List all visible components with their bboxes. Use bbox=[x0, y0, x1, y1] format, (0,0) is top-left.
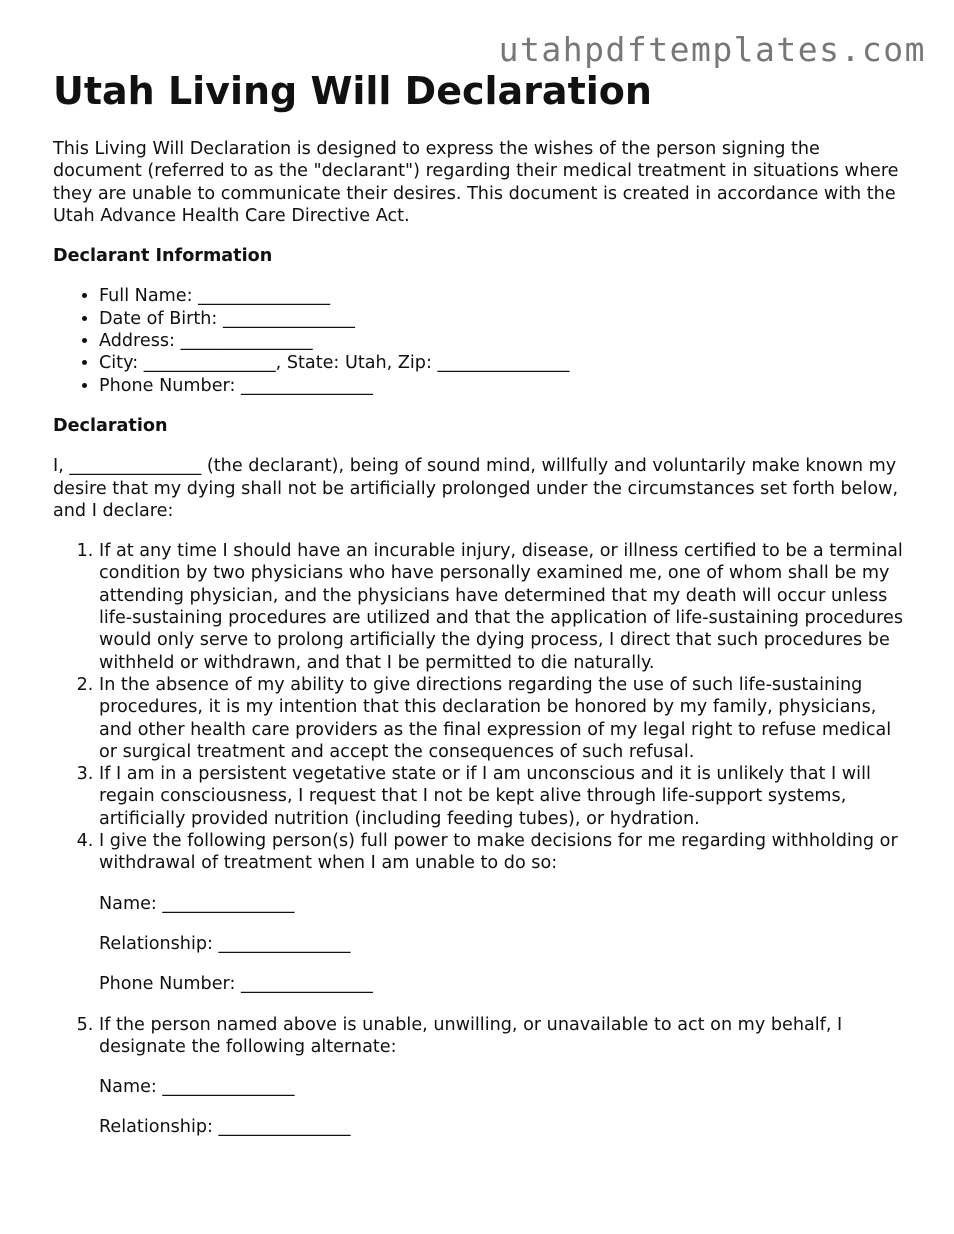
date-of-birth-field: • Date of Birth: _______________ bbox=[99, 308, 913, 330]
declaration-item-5 bbox=[99, 1014, 913, 1139]
agent-phone-field: Phone Number: _______________ bbox=[99, 974, 373, 995]
declaration-opening: I, _______________ (the declarant), being of sound mind, willfully and voluntarily make known my desire that my dying shall not be artificially prolonged under the circumstances set forth below, and I declare: bbox=[53, 456, 899, 521]
document-page bbox=[53, 68, 913, 1139]
declaration-item-5-text: If the person named above is unable, unwilling, or unavailable to act on my behalf, I designate the following alternate: bbox=[99, 1014, 843, 1057]
declaration-item-4 bbox=[99, 830, 913, 995]
page-title: Utah Living Will Declaration bbox=[53, 69, 652, 113]
full-name-field: • Full Name: _______________ bbox=[99, 285, 913, 307]
agent-relationship-field: Relationship: _______________ bbox=[99, 933, 351, 954]
phone-number-field: • Phone Number: _______________ bbox=[99, 375, 913, 397]
alternate-name-field: Name: _______________ bbox=[99, 1077, 295, 1098]
declaration-heading: Declaration bbox=[53, 415, 168, 436]
address-field: • Address: _______________ bbox=[99, 330, 913, 352]
city-state-zip-field: • City: _______________, State: Utah, Zip: _______________ bbox=[99, 352, 913, 374]
declarant-info-heading: Declarant Information bbox=[53, 246, 273, 267]
declaration-item-4-text: I give the following person(s) full power to make decisions for me regarding withholding or withdrawal of treatment when I am unable to do so: bbox=[99, 831, 898, 874]
declarant-field-list bbox=[53, 285, 913, 396]
watermark: utahpdftemplates.com bbox=[498, 30, 926, 69]
declaration-item-3: 3. If I am in a persistent vegetative state or if I am unconscious and it is unlikely that I will regain consciousness, I request that I not be kept alive through life-support systems, artificially provided nutrition (including feeding tubes), or hydration. bbox=[99, 763, 913, 830]
intro-paragraph: This Living Will Declaration is designed to express the wishes of the person signing the document (referred to as the "declarant") regarding their medical treatment in situations where they are unable to communicate their desires. This document is created in accordance with the Utah Advance Health Care Directive Act. bbox=[53, 139, 899, 226]
agent-name-field: Name: _______________ bbox=[99, 893, 295, 914]
alternate-relationship-field: Relationship: _______________ bbox=[99, 1117, 351, 1138]
declaration-item-2: 2. In the absence of my ability to give directions regarding the use of such life-sustaining procedures, it is my intention that this declaration be honored by my family, physicians, and other health care providers as the final expression of my legal right to refuse medical or surgical treatment and accept the consequences of such refusal. bbox=[99, 674, 913, 763]
declaration-item-1: 1. If at any time I should have an incurable injury, disease, or illness certified to be a terminal condition by two physicians who have personally examined me, one of whom shall be my attending physician, and the physicians have determined that my death will occur unless life-sustaining procedures are utilized and that the application of life-sustaining procedures would only serve to prolong artificially the dying process, I direct that such procedures be withheld or withdrawn, and that I be permitted to die naturally. bbox=[99, 540, 913, 674]
declaration-list bbox=[53, 540, 913, 1139]
